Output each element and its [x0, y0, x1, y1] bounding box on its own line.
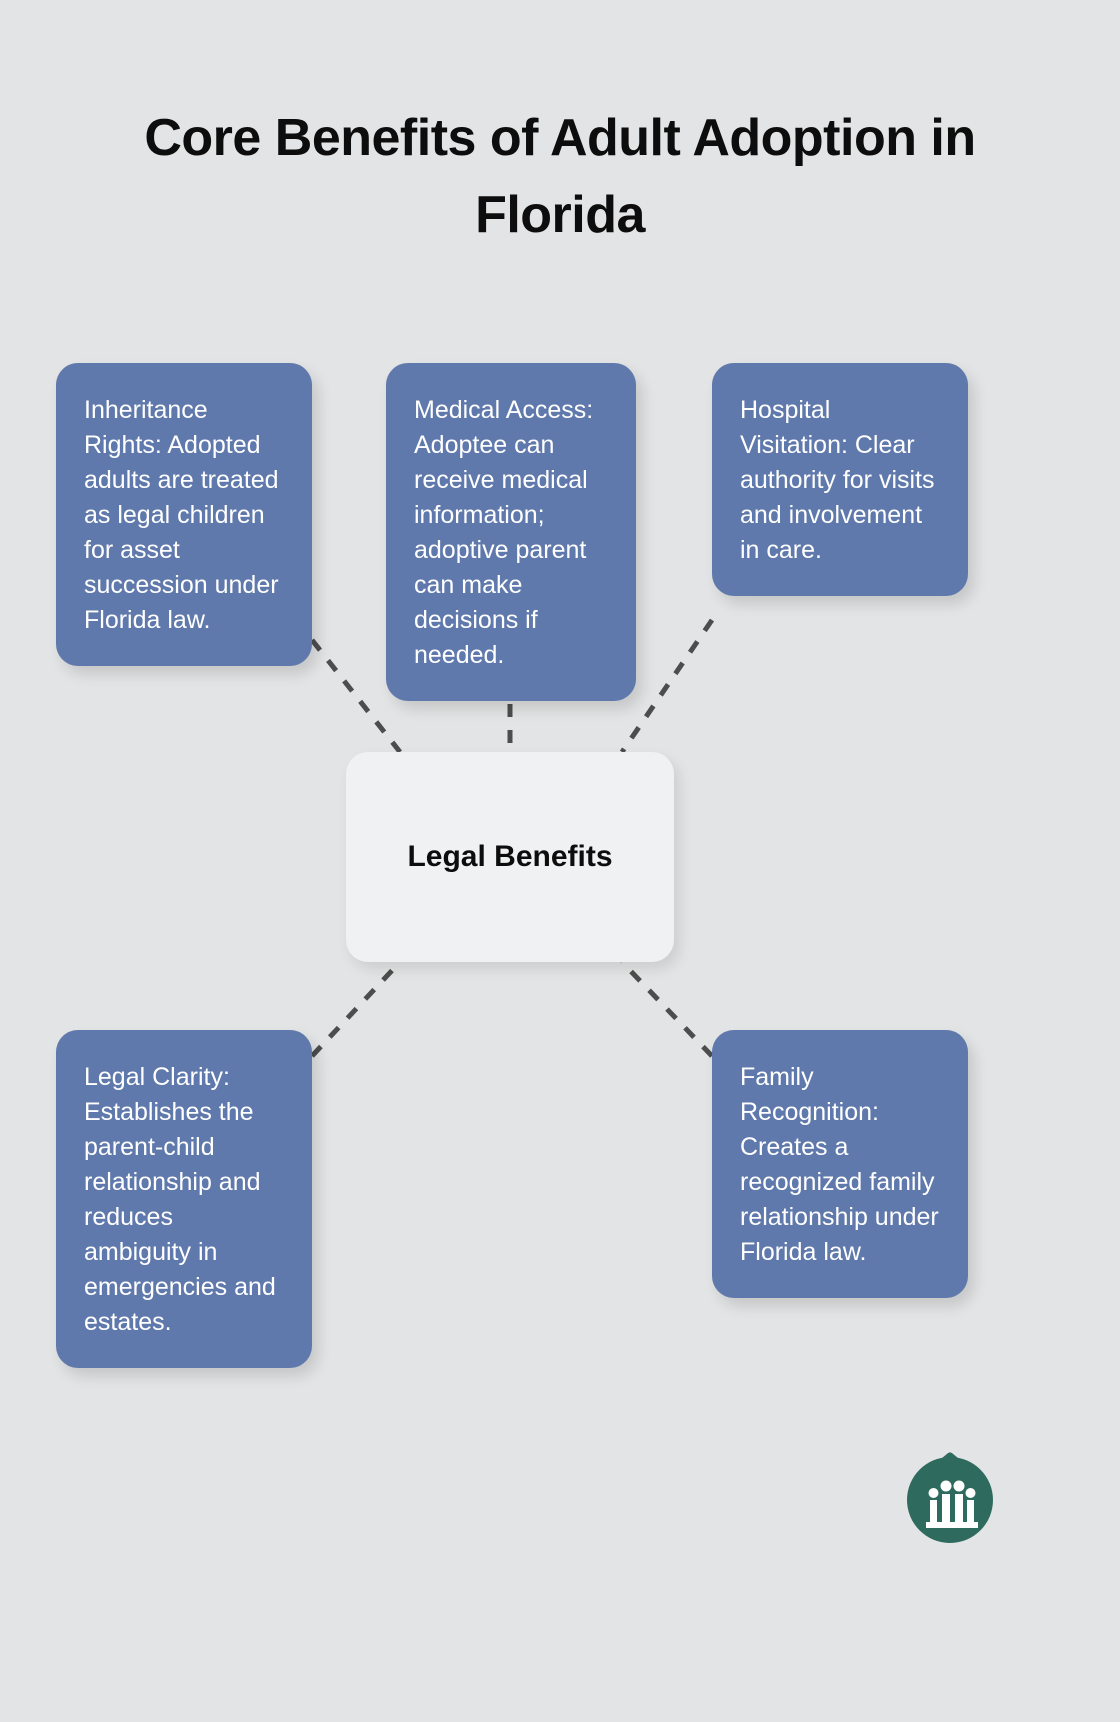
- benefit-card-legal-clarity[interactable]: Legal Clarity: Establishes the parent-child relationship and reduces ambiguity in emergencies and estates.: [56, 1030, 312, 1368]
- house-family-logo-icon: [894, 1438, 1006, 1550]
- center-node-label: Legal Benefits: [407, 840, 613, 873]
- benefit-card-medical[interactable]: Medical Access: Adoptee can receive medical information; adoptive parent can make decisions if needed.: [386, 363, 636, 701]
- benefit-card-hospital[interactable]: Hospital Visitation: Clear authority for visits and involvement in care.: [712, 363, 968, 596]
- center-node-legal-benefits[interactable]: [346, 752, 674, 962]
- page-title: Core Benefits of Adult Adoption in Florida: [144, 109, 976, 244]
- benefit-card-inheritance[interactable]: Inheritance Rights: Adopted adults are treated as legal children for asset succession under Florida law.: [56, 363, 312, 666]
- benefit-card-family-recognition[interactable]: Family Recognition: Creates a recognized family relationship under Florida law.: [712, 1030, 968, 1298]
